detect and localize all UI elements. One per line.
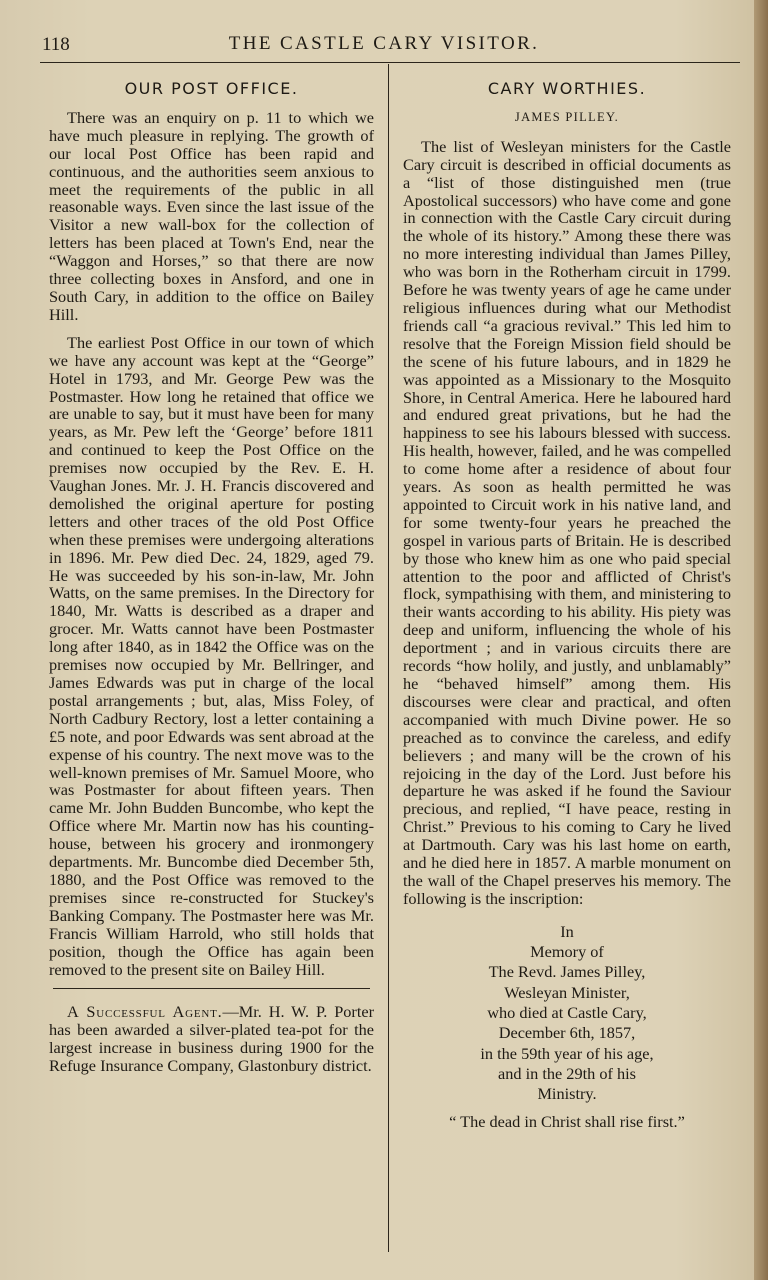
inscription-line: in the 59th year of his age,	[480, 1043, 654, 1063]
notice-heading: A Successful Agent.	[67, 1002, 223, 1022]
inscription-line: December 6th, 1857,	[498, 1023, 636, 1043]
inscription-line: Ministry.	[537, 1084, 597, 1104]
running-title: THE CASTLE CARY VISITOR.	[228, 33, 540, 54]
notice-paragraph	[49, 1003, 374, 1075]
header-rule	[40, 62, 740, 63]
right-column	[403, 76, 731, 1133]
section-separator	[53, 988, 370, 989]
paragraph: The earliest Post Office in our town of which we have any account was kept at the “George” Hotel in 1793, and Mr. George Pew was the Postmaster. How long he retained that office we are unable to say, but it must have been for many years, as Mr. Pew left the ‘George’ before 1811 and continued to keep the Post Office on the premises now occupied by the Rev. E. H. Vaughan Jones. Mr. J. H. Francis discovered and demolished the original aperture for posting letters and other traces of the old Post Office when these premises were undergoing alterations in 1896. Mr. Pew died Dec. 24, 1829, aged 79. He was succeeded by his son-in-law, Mr. John Watts, on the same premises. In the Directory for 1840, Mr. Watts is described as a draper and grocer. Mr. Watts cannot have been Postmaster long after 1840, as in 1842 the Office was on the premises now occupied by Mr. Bellringer, and James Edwards was put in charge of the local postal arrangements ; but, alas, Miss Foley, of North Cadbury Rectory, lost a letter containing a £5 note, and poor Edwards was sent abroad at the expense of his country. The next move was to the well-known premises of Mr. Samuel Moore, who was Postmaster for about fifteen years. Then came Mr. John Budden Buncombe, who kept the Office where Mr. Martin now has his counting-house, between his grocery and ironmongery departments. Mr. Buncombe died December 5th, 1880, and the Post Office was removed to the premises since re-constructed for Stuckey's Banking Company. The Postmaster here was Mr. Francis William Harrold, who still holds that position, though the Office has again been removed to the present site on Bailey Hill.	[49, 332, 374, 979]
inscription-line: In	[560, 921, 574, 941]
inscription-line: Memory of	[530, 942, 604, 962]
left-column	[49, 76, 374, 1085]
paragraph: There was an enquiry on p. 11 to which we have much pleasure in replying. The growth of our local Post Office has been rapid and continuous, and the authorities seem anxious to meet the requirements of the public in all reasonable ways. Even since the last issue of the Visitor a new wall-box for the collection of letters has been placed at Town's End, near the “Waggon and Horses,” so that there are now three collecting boxes in Ansford, and one in South Cary, in addition to the office on Bailey Hill.	[49, 107, 374, 324]
inscription-line: and in the 29th of his	[498, 1063, 636, 1083]
article-title-post-office: OUR POST OFFICE.	[124, 79, 299, 98]
inscription-line: Wesleyan Minister,	[504, 982, 630, 1002]
closing-quote: “ The dead in Christ shall rise first.”	[449, 1112, 685, 1132]
inscription-line: The Revd. James Pilley,	[488, 962, 646, 982]
page-number: 118	[42, 34, 70, 55]
page-edge	[754, 0, 768, 1280]
notice-text: —Mr. H. W. P. Porter has been awarded a silver-plated tea-pot for the largest increase in business during 1900 for the Refuge Insurance Company, Glastonbury district.	[49, 1002, 374, 1076]
inscription-line: who died at Castle Cary,	[487, 1002, 647, 1022]
article-title-cary-worthies: CARY WORTHIES.	[487, 79, 647, 98]
paragraph: The list of Wesleyan ministers for the Castle Cary circuit is described in official documents as a “list of those distinguished men (true Apostolical successors) who have come and gone in connection with the Castle Cary circuit during the whole of its history.” Among these there was no more interesting individual than James Pilley, who was born in the Rotherham circuit in 1799. Before he was twenty years of age he came under religious influences during what our Methodist friends call “a gracious revival.” This led him to resolve that the Foreign Mission field should be the scene of his future labours, and in 1829 he was appointed as a Missionary to the Mosquito Shore, in Central America. Here he laboured hard and endured great privations, but he had the happiness to see his labours blessed with success. His health, however, failed, and he was compelled to come home after a residence of about four years. As soon as health permitted he was appointed to Circuit work in his native land, and for some twenty-four years he preached the gospel in various parts of Britain. He is described by those who knew him as one who paid special attention to the poor and afflicted of Christ's flock, sympathising with them, and ministering to their wants according to his ability. His piety was deep and uniform, influencing the whole of his deportment ; and in various circuits there are records “how holily, and justly, and unblamably” he “behaved himself” among them. His discourses were clear and practical, and often accompanied with much Divine power. He so preached as to convince the careless, and edify believers ; and many will be the crown of his rejoicing in the day of the Lord. Just before his departure he was asked if he found the Saviour precious, and replied, “I have peace, resting in Christ.” Previous to his coming to Cary he lived at Dartmouth. Cary was his last home on earth, and he died here in 1857. A marble monument on the wall of the Chapel preserves his memory. The following is the inscription:	[403, 136, 731, 908]
article-subtitle: JAMES PILLEY.	[514, 109, 620, 124]
memorial-inscription	[403, 922, 731, 1133]
column-divider	[388, 64, 389, 1252]
